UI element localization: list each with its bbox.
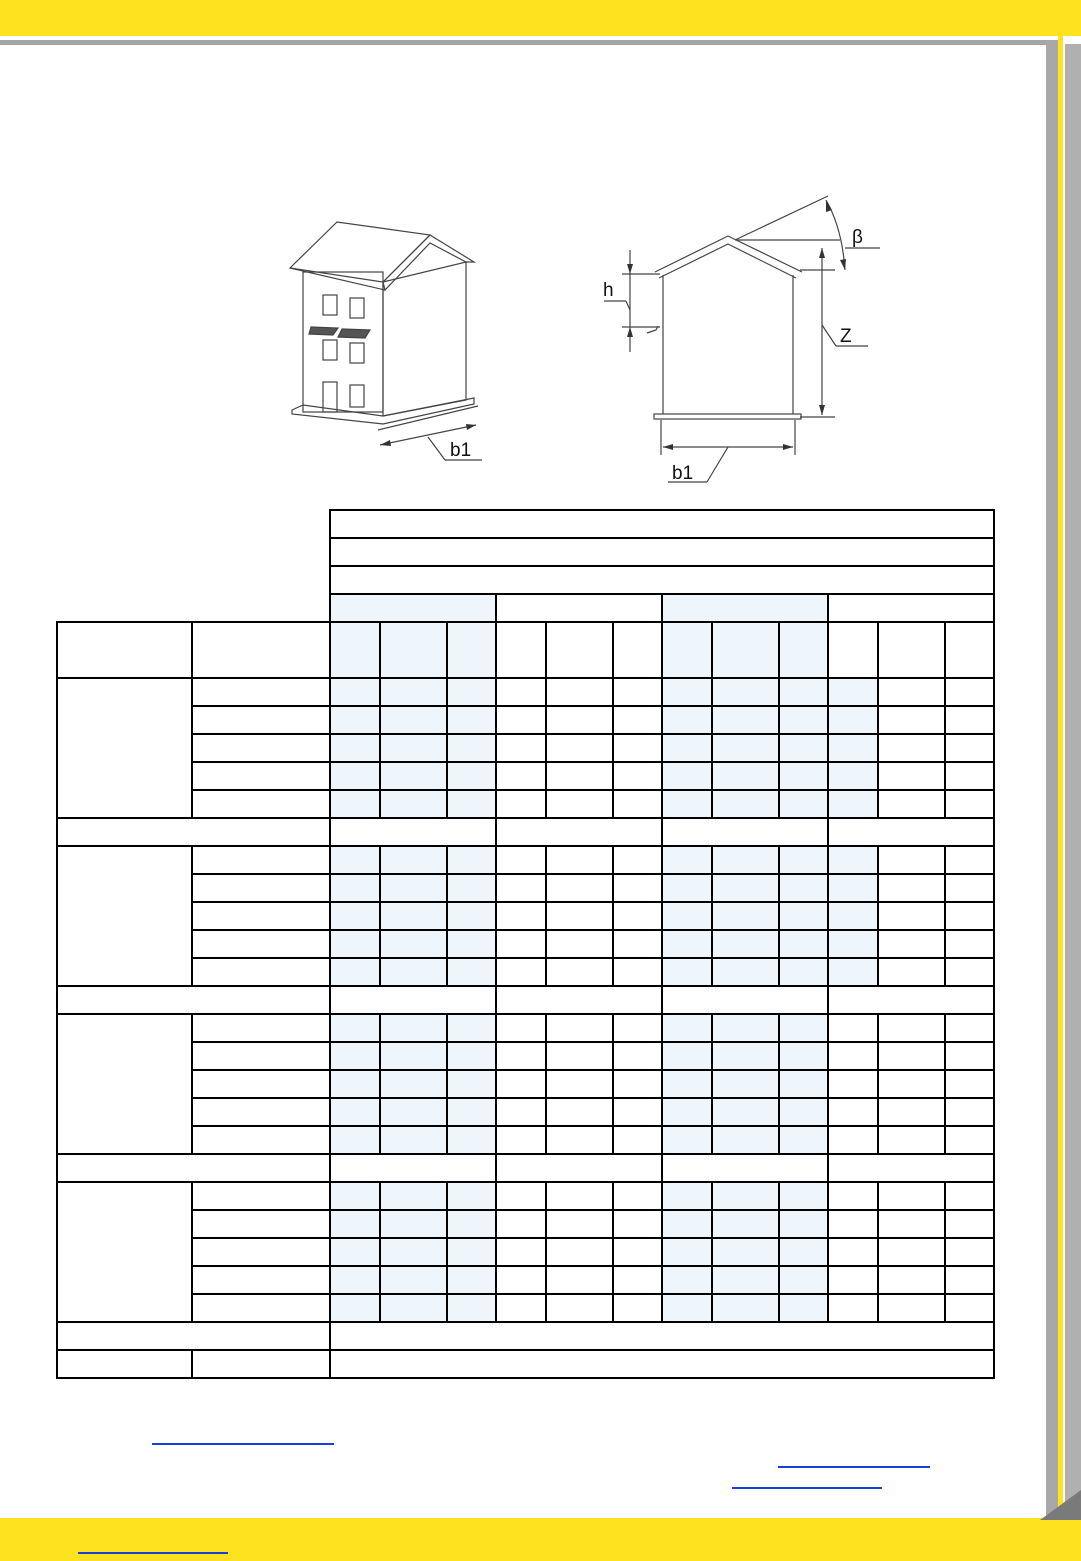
link-underline[interactable] — [152, 1443, 334, 1445]
data-table — [56, 509, 995, 1379]
table-row — [57, 790, 994, 818]
dimension-label-h: h — [603, 280, 614, 301]
header-row — [57, 510, 994, 538]
table-row — [57, 1294, 994, 1322]
separator-row — [57, 818, 994, 846]
table-row — [57, 1238, 994, 1266]
table-row — [57, 1070, 994, 1098]
dimension-label-z: Z — [840, 326, 852, 347]
dimension-label-b1-right: b1 — [672, 463, 694, 484]
table-row — [57, 678, 994, 706]
table-row — [57, 706, 994, 734]
table-row — [57, 1042, 994, 1070]
right-gray-border — [1046, 40, 1058, 1520]
table-row — [57, 1126, 994, 1154]
table-row — [57, 874, 994, 902]
table-row — [57, 902, 994, 930]
table-row — [57, 1210, 994, 1238]
link-underline[interactable] — [732, 1487, 882, 1489]
table-row — [57, 1266, 994, 1294]
bottom-yellow-band — [0, 1518, 1081, 1561]
table-row — [57, 762, 994, 790]
house-section — [604, 196, 880, 482]
table-row — [57, 958, 994, 986]
table-row — [57, 1014, 994, 1042]
right-outer-border — [1065, 44, 1081, 1514]
table-row — [57, 846, 994, 874]
separator-row — [57, 1154, 994, 1182]
link-underline[interactable] — [778, 1466, 930, 1468]
footer-link-underline[interactable] — [78, 1552, 228, 1554]
table-row — [57, 734, 994, 762]
header-row — [57, 622, 994, 678]
separator-row — [57, 986, 994, 1014]
table-row — [57, 1182, 994, 1210]
house-perspective — [290, 222, 482, 460]
technical-drawing — [0, 0, 1000, 500]
table-row — [57, 930, 994, 958]
footer-row — [57, 1322, 994, 1350]
angle-label-beta: β — [852, 227, 863, 248]
footer-row — [57, 1350, 994, 1378]
right-yellow-border — [1058, 36, 1063, 1526]
table-row — [57, 1098, 994, 1126]
dimension-label-b1-left: b1 — [450, 440, 472, 461]
